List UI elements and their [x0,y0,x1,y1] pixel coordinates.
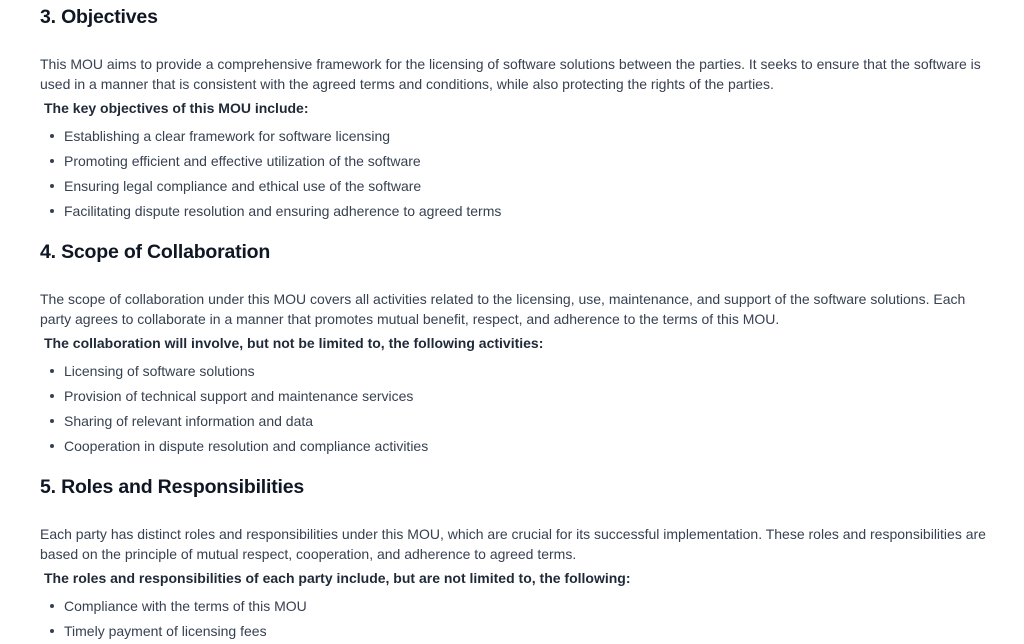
section-lead-in-roles: The roles and responsibilities of each party include, but are not limited to, the following: [44,570,631,586]
bullet-item: Licensing of software solutions [40,361,992,381]
section-lead-in-objectives: The key objectives of this MOU include: [44,100,309,116]
bullet-item: Establishing a clear framework for software licensing [40,126,992,146]
section-paragraph-scope: The scope of collaboration under this MOU covers all activities related to the licensing, use, maintenance, and support of the software solutions. Each party agrees to collaborate in a manner that promotes mutual benefit, respect, and adherence to the terms of this MOU. [40,291,966,327]
bullet-item: Facilitating dispute resolution and ensuring adherence to agreed terms [40,201,992,221]
section-objectives [40,4,992,221]
section-roles [40,474,992,641]
section-paragraph-objectives: This MOU aims to provide a comprehensive framework for the licensing of software solutions between the parties. It seeks to ensure that the software is used in a manner that is consistent with the agreed terms and conditions, while also protecting the rights of the parties. [40,56,981,92]
bullet-item: Ensuring legal compliance and ethical use of the software [40,176,992,196]
bullet-list-roles [40,596,992,641]
section-heading-scope: 4. Scope of Collaboration [40,241,271,263]
section-scope [40,239,992,456]
bullet-item: Compliance with the terms of this MOU [40,596,992,616]
section-heading-objectives: 3. Objectives [40,6,158,28]
bullet-list-objectives [40,126,992,221]
bullet-item: Promoting efficient and effective utilization of the software [40,151,992,171]
bullet-item: Sharing of relevant information and data [40,411,992,431]
section-lead-in-scope: The collaboration will involve, but not be limited to, the following activities: [44,335,544,351]
section-heading-roles: 5. Roles and Responsibilities [40,476,305,498]
section-paragraph-roles: Each party has distinct roles and responsibilities under this MOU, which are crucial for its successful implementation. These roles and responsibilities are based on the principle of mutual respect, cooperation, and adherence to agreed terms. [40,526,986,562]
bullet-item: Cooperation in dispute resolution and compliance activities [40,436,992,456]
bullet-item: Provision of technical support and maintenance services [40,386,992,406]
bullet-list-scope [40,361,992,456]
bullet-item: Timely payment of licensing fees [40,621,992,641]
